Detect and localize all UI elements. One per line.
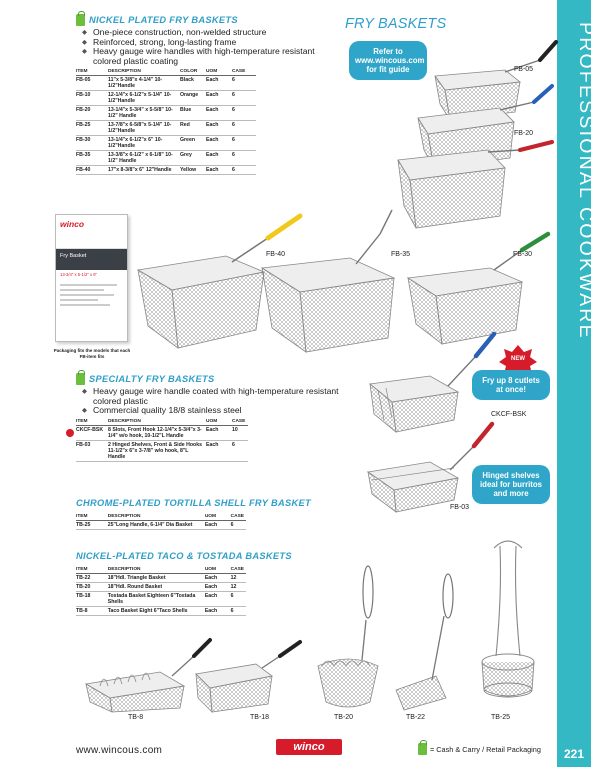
col-header: ITEM	[76, 69, 108, 76]
table-cell: 11"x 5-3/8"x 4-1/4" 10-1/2"Handle	[108, 76, 180, 91]
col-header: UOM	[205, 514, 231, 521]
booklet-size: 13-3/4" x 5-1/2" x 6"	[60, 272, 98, 277]
table-row	[76, 574, 246, 583]
packaging-caption: Packaging fits the models that each FB-item fits	[53, 348, 131, 359]
taco-section	[76, 551, 292, 616]
table-cell: 6	[231, 592, 246, 607]
table-cell: Each	[205, 574, 231, 583]
table-cell: Each	[205, 592, 231, 607]
table-cell: 6	[232, 91, 256, 106]
basket-fb25-image	[398, 142, 552, 228]
table-cell: 2 Hinged Shelves, Front & Side Hooks 11-1/2"x 6"x 3-7/8" w/o hook, 8"L Handle	[108, 440, 206, 461]
booklet-brand: winco	[60, 219, 85, 229]
table-cell: Tostada Basket Eighteen 6"Tostada Shells	[108, 592, 205, 607]
table-cell: Each	[206, 106, 232, 121]
table-cell: 6	[232, 121, 256, 136]
table-cell: TB-20	[76, 583, 108, 592]
feature-item: ◆ Heavy gauge wire handle coated with high-temperature resistant colored plastic	[82, 387, 352, 406]
table-cell: FB-25	[76, 121, 108, 136]
col-header: ITEM	[76, 514, 108, 521]
col-header: ITEM	[76, 419, 108, 426]
product-label: FB-40	[266, 251, 286, 258]
table-cell: TB-22	[76, 574, 108, 583]
product-label: CKCF-BSK	[491, 411, 527, 418]
col-header: UOM	[206, 69, 232, 76]
col-header: DESCRIPTION	[108, 567, 205, 574]
packaging-legend	[418, 743, 541, 755]
col-header: COLOR	[180, 69, 206, 76]
category-title: PROFESSIONAL COOKWARE	[575, 22, 597, 340]
table-cell: 6	[232, 166, 256, 175]
page-number: 221	[557, 740, 591, 767]
table-cell: 13-3/8"x 6-1/2" x 6-1/8" 10-1/2" Handle	[108, 151, 180, 166]
table-cell: FB-20	[76, 106, 108, 121]
table-cell: 17"x 8-3/8"x 6" 12"Handle	[108, 166, 180, 175]
col-header: DESCRIPTION	[108, 419, 206, 426]
table-cell: 6	[232, 106, 256, 121]
new-indicator-icon	[66, 429, 74, 437]
table-cell: 12-1/4"x 6-1/2"x 5-1/4" 10-1/2"Handle	[108, 91, 180, 106]
table-cell: Blue	[180, 106, 206, 121]
section-title: SPECIALTY FRY BASKETS	[89, 374, 215, 384]
table-cell: 6	[232, 136, 256, 151]
basket-tb20-image	[318, 566, 378, 707]
product-label: TB-8	[128, 714, 144, 721]
table-cell: Black	[180, 76, 206, 91]
table-cell: Each	[206, 425, 232, 440]
table-cell: TB-8	[76, 607, 108, 616]
fit-guide-callout: Refer to www.wincous.com for fit guide	[349, 41, 427, 80]
table-cell: Each	[206, 166, 232, 175]
section-title: CHROME-PLATED TORTILLA SHELL FRY BASKET	[76, 498, 312, 508]
table-cell: Orange	[180, 91, 206, 106]
table-cell: 6	[231, 607, 246, 616]
table-row	[76, 521, 246, 530]
table-cell: 13-7/8"x 6-5/8"x 5-1/4" 10-1/2"Handle	[108, 121, 180, 136]
product-label: FB-20	[514, 130, 534, 137]
table-row	[76, 440, 248, 461]
table-cell: Each	[206, 121, 232, 136]
col-header: UOM	[205, 567, 231, 574]
table-cell: Each	[205, 521, 231, 530]
table-cell: TB-18	[76, 592, 108, 607]
col-header: DESCRIPTION	[108, 69, 180, 76]
new-badge-text: NEW	[511, 356, 525, 362]
product-label: TB-22	[406, 714, 426, 721]
product-label: TB-25	[491, 714, 511, 721]
col-header: CASE	[230, 567, 244, 572]
feature-item: ◆ One-piece construction, non-welded structure	[82, 28, 342, 38]
table-row	[76, 425, 248, 440]
section-title: NICKEL-PLATED TACO & TOSTADA BASKETS	[76, 551, 292, 561]
table-cell: 12	[231, 583, 246, 592]
packaging-booklet-image	[55, 214, 128, 342]
feature-item: ◆ Heavy gauge wire handles with high-temperature resistant colored plastic coating	[82, 47, 342, 66]
table-cell: 6	[231, 521, 246, 530]
product-label: FB-30	[513, 251, 533, 258]
table-cell: Each	[206, 440, 232, 461]
table-cell: 18"Hdl. Triangle Basket	[108, 574, 205, 583]
table-cell: Red	[180, 121, 206, 136]
table-cell: Taco Basket Eight 6"Taco Shells	[108, 607, 205, 616]
feature-item: ◆ Reinforced, strong, long-lasting frame	[82, 38, 342, 48]
shopping-bag-icon	[418, 743, 427, 755]
col-header: DESCRIPTION	[108, 514, 205, 521]
feature-list	[82, 387, 352, 416]
col-header: CASE	[230, 514, 244, 519]
spec-table	[76, 419, 248, 462]
table-cell: Grey	[180, 151, 206, 166]
table-cell: Each	[206, 136, 232, 151]
product-label: FB-05	[514, 66, 534, 73]
col-header: ITEM	[76, 567, 108, 574]
col-header: UOM	[206, 419, 232, 426]
table-cell: 10	[232, 425, 248, 440]
col-header: CASE	[232, 69, 256, 76]
table-cell: 18"Hdl. Round Basket	[108, 583, 205, 592]
table-cell: 13-1/4"x 5-3/4" x 5-5/8" 10-1/2" Handle	[108, 106, 180, 121]
table-cell: Each	[206, 76, 232, 91]
hinged-callout: Hinged shelves ideal for burritos and more	[472, 465, 550, 504]
product-label: FB-03	[450, 504, 470, 511]
feature-item: ◆ Commercial quality 18/8 stainless steel	[82, 406, 352, 416]
basket-tb25-image	[482, 541, 534, 697]
table-cell: Each	[206, 91, 232, 106]
page-title: FRY BASKETS	[345, 16, 447, 32]
shopping-bag-icon	[76, 373, 85, 385]
table-cell: Each	[206, 151, 232, 166]
table-cell: Each	[205, 583, 231, 592]
table-cell: 13-1/4"x 6-1/2"x 6" 10-1/2"Handle	[108, 136, 180, 151]
brand-logo: winco	[276, 739, 342, 755]
table-cell: CKCF-BSK	[76, 425, 108, 440]
table-cell: Each	[205, 607, 231, 616]
specialty-section	[76, 373, 352, 462]
table-cell: FB-40	[76, 166, 108, 175]
tortilla-section	[76, 498, 311, 530]
col-header: CASE	[232, 419, 248, 426]
table-cell: FB-03	[76, 440, 108, 461]
table-cell: FB-05	[76, 76, 108, 91]
table-cell: TB-25	[76, 521, 108, 530]
legend-text: = Cash & Carry / Retail Packaging	[430, 744, 541, 754]
cutlets-callout: Fry up 8 cutlets at once!	[472, 370, 550, 400]
basket-tb22-image	[396, 574, 453, 710]
table-cell: 6	[232, 76, 256, 91]
booklet-heading: Fry Basket	[56, 249, 127, 270]
table-row	[76, 607, 246, 616]
table-cell: Yellow	[180, 166, 206, 175]
table-cell: 6	[232, 151, 256, 166]
spec-table	[76, 567, 246, 616]
table-row	[76, 583, 246, 592]
product-label: TB-20	[334, 714, 354, 721]
table-cell: 6	[232, 440, 248, 461]
spec-table	[76, 514, 246, 530]
product-label: TB-18	[250, 714, 270, 721]
section-title: NICKEL PLATED FRY BASKETS	[89, 15, 238, 25]
basket-tb8-image	[86, 640, 210, 712]
basket-tb18-image	[196, 642, 300, 712]
table-cell: 25"Long Handle, 6-1/4" Dia Basket	[108, 521, 205, 530]
table-row	[76, 592, 246, 607]
website-link[interactable]: www.wincous.com	[76, 745, 163, 756]
product-label: FB-35	[391, 251, 411, 258]
table-cell: FB-30	[76, 136, 108, 151]
table-cell: FB-35	[76, 151, 108, 166]
table-cell: Green	[180, 136, 206, 151]
table-cell: 8 Slots, Front Hook 12-1/4"x 5-3/4"x 3-1/4" w/o hook, 10-1/2"L Handle	[108, 425, 206, 440]
table-cell: 12	[231, 574, 246, 583]
table-cell: FB-10	[76, 91, 108, 106]
